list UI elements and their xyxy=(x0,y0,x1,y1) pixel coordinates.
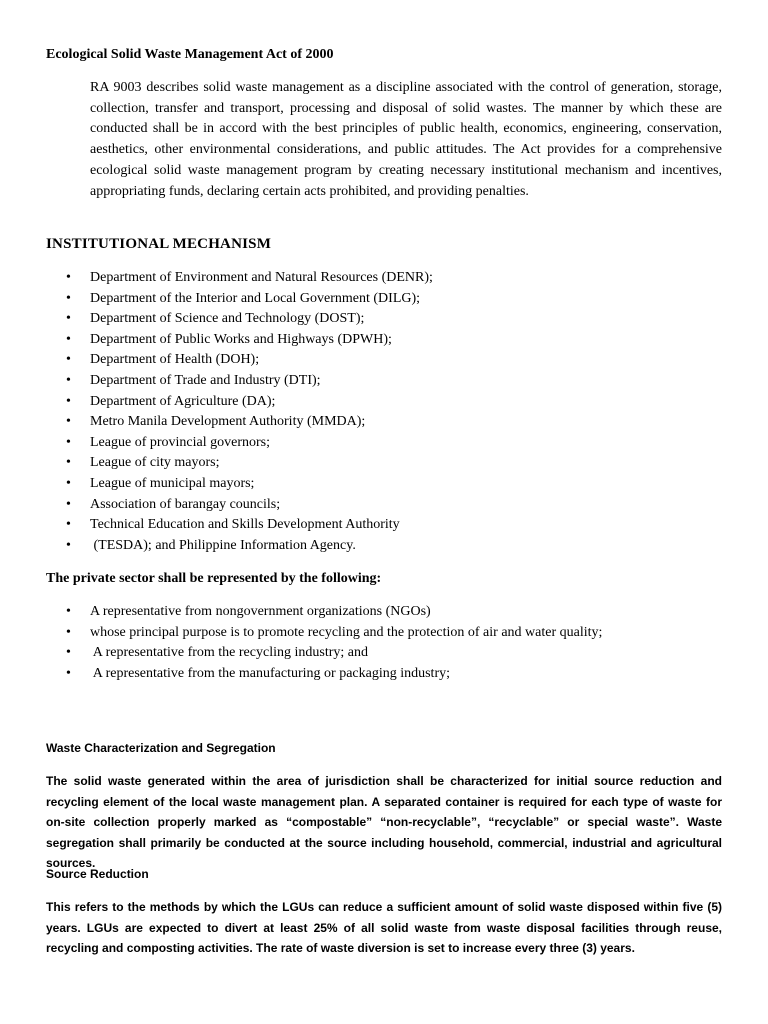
list-item xyxy=(0,330,433,351)
list-item-text: A representative from the recycling industry; and xyxy=(90,645,368,661)
list-item-text: Department of Science and Technology (DOST); xyxy=(90,311,365,327)
list-item xyxy=(0,371,433,392)
list-item-text: League of city mayors; xyxy=(90,455,220,471)
list-item xyxy=(0,453,433,474)
private-sector-list xyxy=(0,602,602,684)
bullet-icon: • xyxy=(66,475,71,491)
list-item-text: Department of the Interior and Local Government (DILG); xyxy=(90,290,421,306)
source-reduction-heading: Source Reduction xyxy=(46,867,149,881)
list-item-text: Association of barangay councils; xyxy=(90,496,281,512)
list-item-text: Department of Health (DOH); xyxy=(90,352,260,368)
bullet-icon: • xyxy=(66,645,71,661)
bullet-icon: • xyxy=(66,496,71,512)
list-item xyxy=(0,412,433,433)
list-item xyxy=(0,474,433,495)
list-item xyxy=(0,643,602,664)
source-reduction-body: This refers to the methods by which the LGUs can reduce a sufficient amount of solid waste disposed within five (5) years. LGUs are expected to divert at least 25% of all solid waste from waste disposal facilities through reuse, recycling and composting activities. The rate of waste diversion is set to increase every three (3) years. xyxy=(46,900,722,956)
list-item-text: A representative from the manufacturing or packaging industry; xyxy=(90,665,451,681)
waste-characterization-heading: Waste Characterization and Segregation xyxy=(46,741,276,755)
bullet-icon: • xyxy=(66,434,71,450)
list-item-text: League of provincial governors; xyxy=(90,434,270,450)
list-item xyxy=(0,623,602,644)
waste-characterization-body: The solid waste generated within the area of jurisdiction shall be characterized for initial source reduction and recycling element of the local waste management plan. A separated container is required for each type of waste for on-site collection properly marked as “compostable” “non-recyclable”, “recyclable” or special waste”. Waste segregation shall primarily be conducted at the source including household, commercial, industrial and agricultural sources. xyxy=(46,774,722,871)
bullet-icon: • xyxy=(66,311,71,327)
list-item xyxy=(0,602,602,623)
bullet-icon: • xyxy=(66,604,71,619)
list-item-text: Department of Trade and Industry (DTI); xyxy=(90,372,321,388)
list-item-text: Department of Public Works and Highways (DPWH); xyxy=(90,331,392,347)
bullet-icon: • xyxy=(66,372,71,388)
bullet-icon: • xyxy=(66,665,71,681)
list-item xyxy=(0,268,433,289)
bullet-icon: • xyxy=(66,517,71,533)
bullet-icon: • xyxy=(66,270,71,285)
institutional-mechanism-heading: INSTITUTIONAL MECHANISM xyxy=(46,236,272,252)
list-item-text: Metro Manila Development Authority (MMDA); xyxy=(90,414,366,430)
bullet-icon: • xyxy=(66,624,71,640)
list-item xyxy=(0,289,433,310)
list-item xyxy=(0,309,433,330)
list-item-text: Technical Education and Skills Development Authority xyxy=(90,517,400,533)
list-item-text: League of municipal mayors; xyxy=(90,475,255,491)
list-item xyxy=(0,536,433,557)
list-item xyxy=(0,495,433,516)
intro-paragraph: RA 9003 describes solid waste management as a discipline associated with the control of generation, storage, collection, transfer and transport, processing and disposal of solid wastes. The manner by which these are conducted shall be in accord with the best principles of public health, economics, engineering, conservation, aesthetics, other environmental considerations, and public attitudes. The Act provides for a comprehensive ecological solid waste management program by creating necessary institutional mechanism and incentives, appropriating funds, declaring certain acts prohibited, and providing penalties. xyxy=(90,80,722,199)
act-title: Ecological Solid Waste Management Act of 2000 xyxy=(46,47,334,62)
list-item xyxy=(0,350,433,371)
bullet-icon: • xyxy=(66,537,71,553)
list-item-text: whose principal purpose is to promote recycling and the protection of air and water quality; xyxy=(90,624,603,640)
bullet-icon: • xyxy=(66,455,71,471)
list-item-text: A representative from nongovernment organizations (NGOs) xyxy=(90,604,431,619)
list-item xyxy=(0,664,602,685)
list-item xyxy=(0,392,433,413)
bullet-icon: • xyxy=(66,393,71,409)
bullet-icon: • xyxy=(66,414,71,430)
bullet-icon: • xyxy=(66,352,71,368)
list-item-text: Department of Agriculture (DA); xyxy=(90,393,276,409)
bullet-icon: • xyxy=(66,290,71,306)
institutional-list xyxy=(0,268,433,556)
list-item-text: Department of Environment and Natural Resources (DENR); xyxy=(90,270,433,285)
private-sector-heading: The private sector shall be represented by the following: xyxy=(46,571,382,586)
list-item xyxy=(0,433,433,454)
list-item-text: (TESDA); and Philippine Information Agency. xyxy=(90,537,356,553)
bullet-icon: • xyxy=(66,331,71,347)
list-item xyxy=(0,515,433,536)
